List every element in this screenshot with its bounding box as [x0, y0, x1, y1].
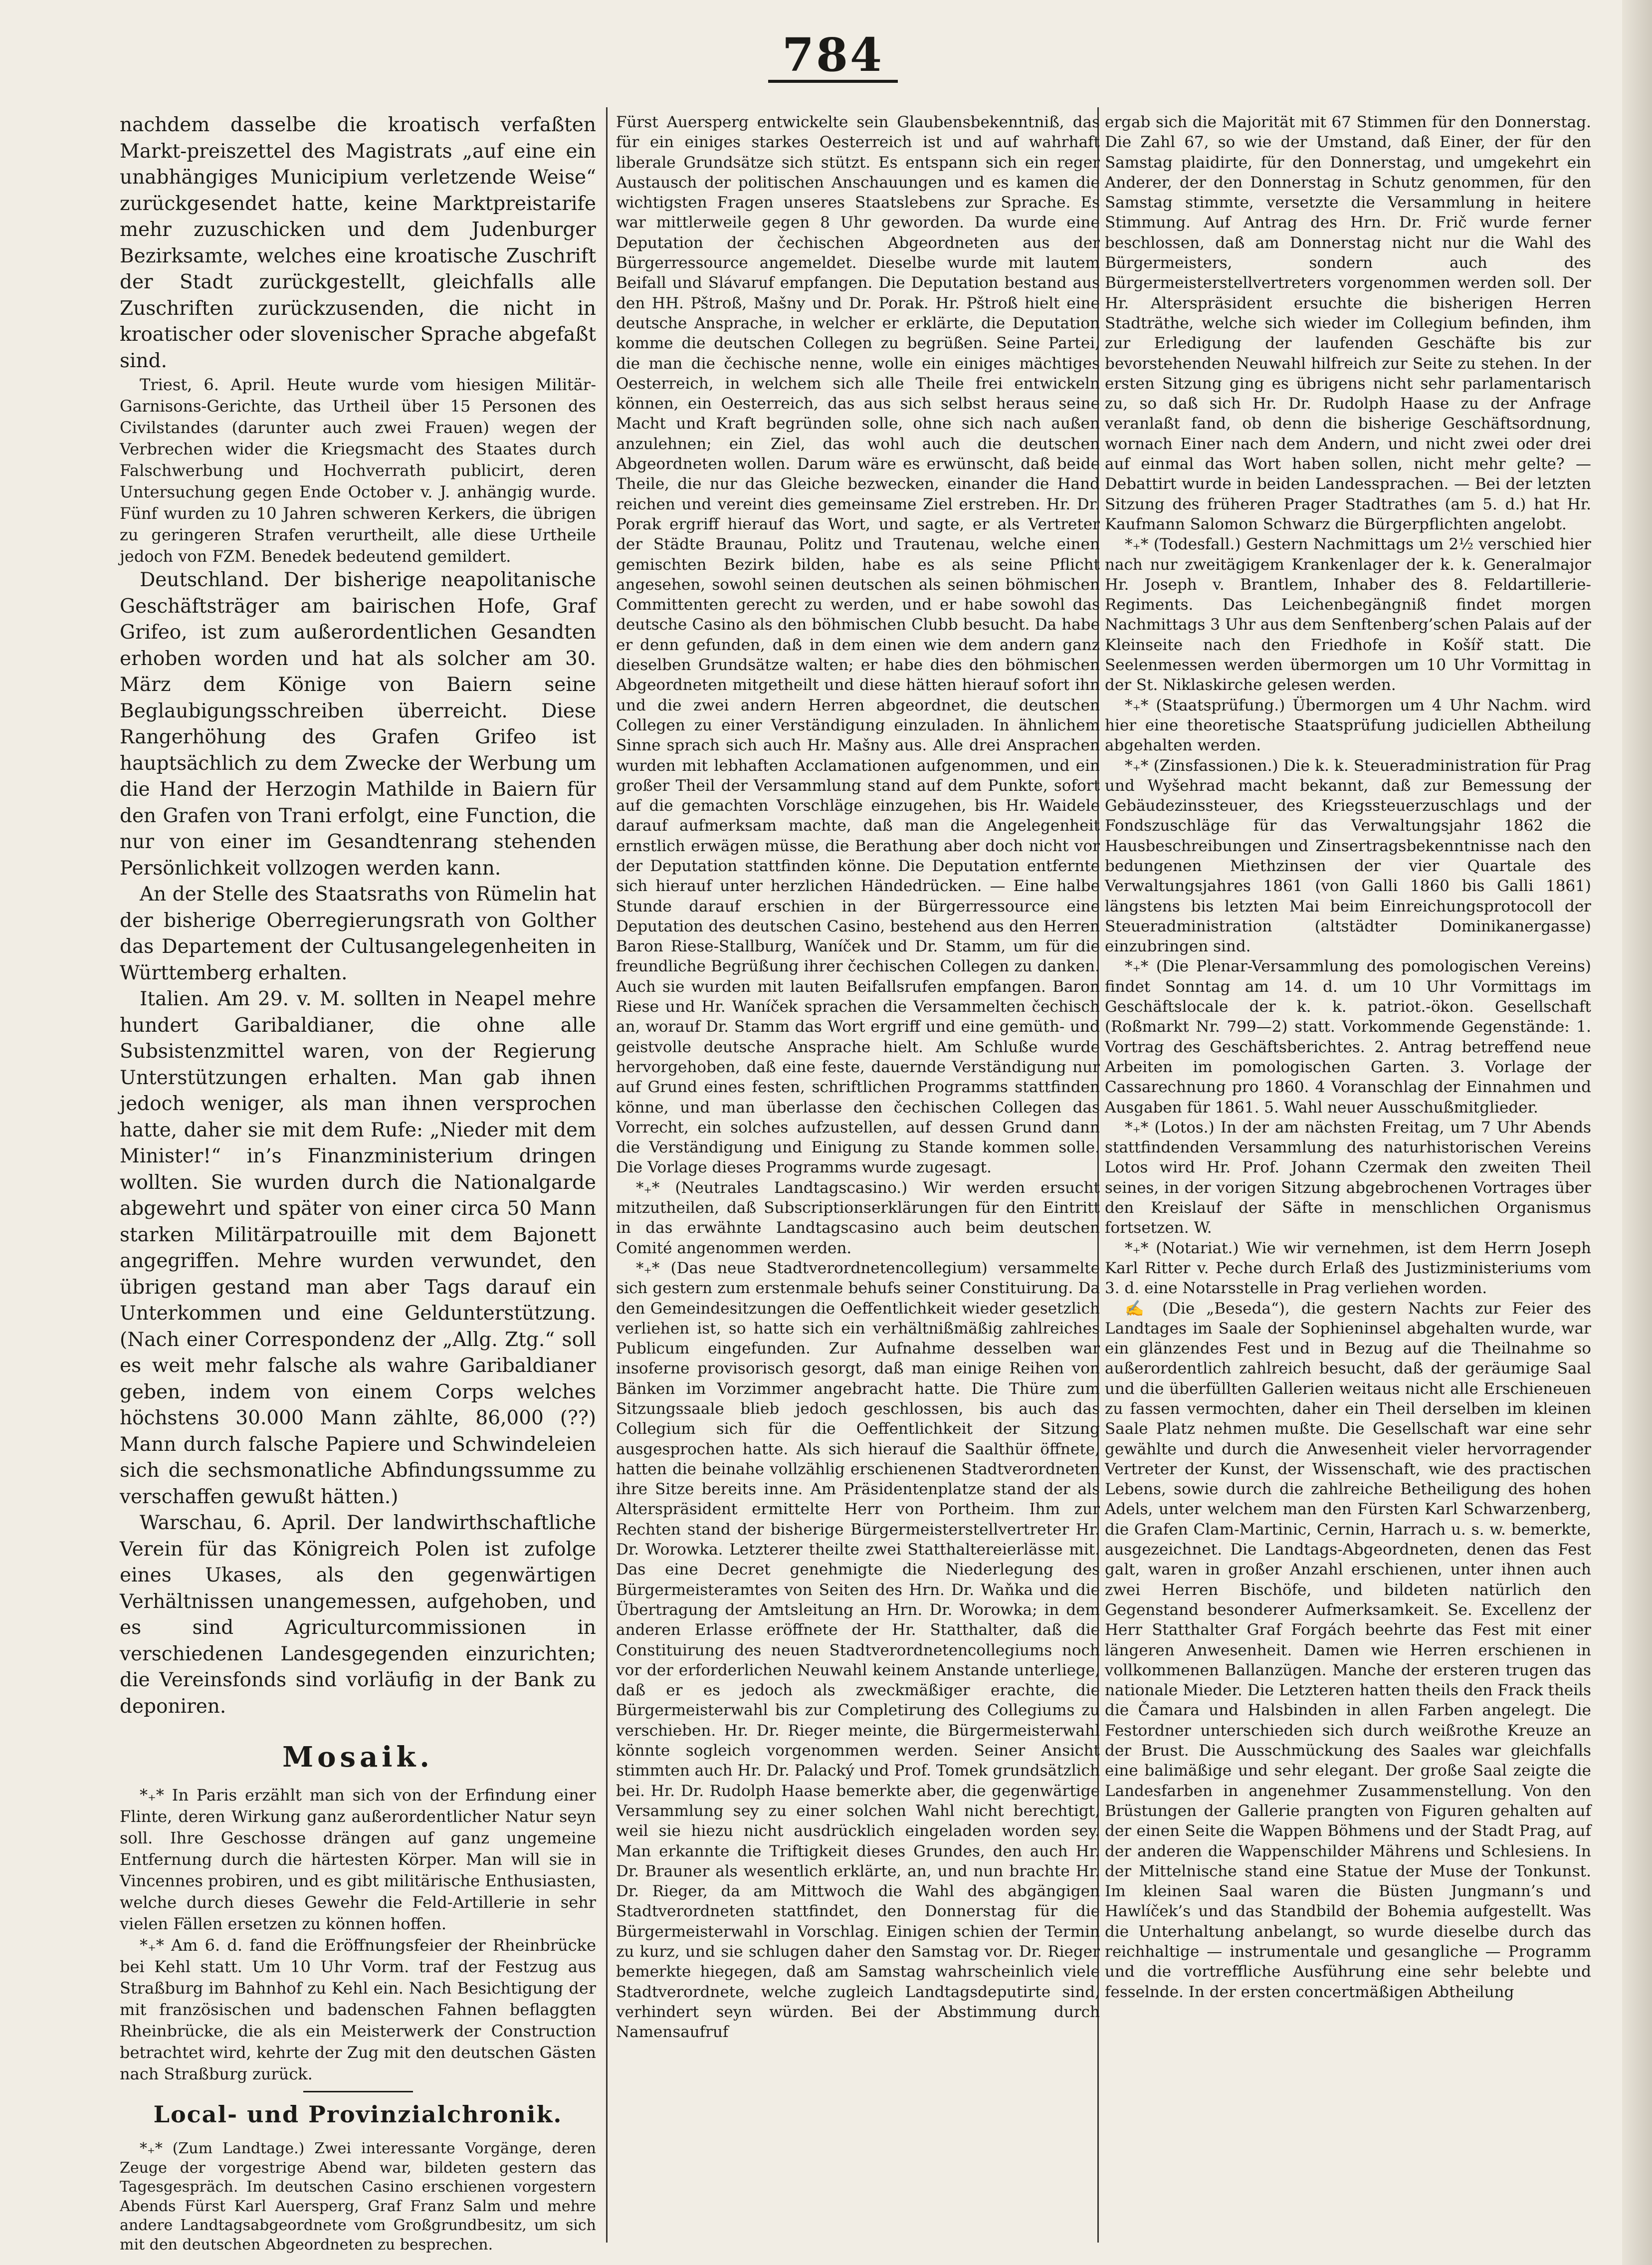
local-item-landtage: *₊* (Zum Landtage.) Zwei interessante Vorgänge, deren Zeuge der vorgestrige Abend war, bildeten gestern das Tagesgespräch. Im deutschen Casino erschienen vorgestern Abends Fürst Karl Auersperg, Graf Franz Salm und mehre andere Landtagsabgeordnete vom Großgrundbesitz, um sich mit den deutschen Abgeordneten zu besprechen.: [120, 2140, 596, 2254]
page-edge-shadow: [1622, 0, 1652, 2265]
column-1: [120, 112, 596, 2255]
mosaik-item-paris: *₊* In Paris erzählt man sich von der Erfindung einer Flinte, deren Wirkung ganz außerordentlicher Natur seyn soll. Ihre Geschosse drängen auf ganz ungemeine Entfernung durch die härtesten Körper. Man will sie in Vincennes probiren, und es gibt militärische Enthusiasten, welche durch dieses Gewehr die Feld-Artillerie in sehr vielen Fällen ersetzen zu können hoffen.: [120, 1786, 596, 1933]
section-heading-mosaik: Mosaik.: [282, 1741, 433, 1774]
article-zinsfassionen: *₊* (Zinsfassionen.) Die k. k. Steueradministration für Prag und Wyšehrad macht bekannt, daß zur Bemessung der Gebäudezinssteuer, des Kriegssteuerzuschlags und der Fondszuschläge für das Verwaltungsjahr 1862 die Hausbeschreibungen und Zinsertragsbekenntnisse nach den bedungenen Miethzinsen der vier Quartale des Verwaltungsjahres 1861 (von Galli 1860 bis Galli 1861) längstens bis letzten Mai beim Einreichungsprotocoll der Steueradministration (altstädter Dominikanergasse) einzubringen sind.: [1105, 756, 1591, 956]
article-beseda: ✍ (Die „Beseda“), die gestern Nachts zur Feier des Landtages im Saale der Sophieninsel abgehalten wurde, war ein glänzendes Fest und in Bezug auf die Theilnahme so außerordentlich zahlreich besucht, daß der geräumige Saal und die überfüllten Gallerien weitaus nicht alle Erschieneuen zu fassen vermochten, daher ein Theil derselben im kleinen Saale Platz nehmen mußte. Die Gesellschaft war eine sehr gewählte und durch die Anwesenheit vieler hervorragender Vertreter der Kunst, der Wissenschaft, wie des practischen Lebens, sowie durch die zahlreiche Betheiligung des hohen Adels, unter welchem man den Fürsten Karl Schwarzenberg, die Grafen Clam-Martinic, Cernin, Harrach u. s. w. bemerkte, ausgezeichnet. Die Landtags-Abgeordneten, denen das Fest galt, waren in großer Anzahl erschienen, unter ihnen auch zwei Herren Bischöfe, und bildeten natürlich den Gegenstand besonderer Aufmerksamkeit. Se. Excellenz der Herr Statthalter Graf Forgách beehrte das Fest mit einer längeren Anwesenheit. Damen wie Herren erschienen in vollkommenen Ballanzügen. Manche der ersteren trugen das nationale Mieder. Die Letzteren hatten theils den Frack theils die Čamara und Halsbinden in allen Farben angelegt. Die Festordner unterschieden sich durch weißrothe Kreuze an der Brust. Die Ausschmückung des Saales war gleichfalls eine balimäßige und sehr elegant. Der große Saal zeigte die Landesfarben in angenehmer Zusammenstellung. Von den Brüstungen der Gallerie prangten von Figuren gehalten auf der einen Seite die Wappen Böhmens und der Stadt Prag, auf der anderen die Wappenschilder Mährens und Schlesiens. In der Mittelnische stand eine Statue der Muse der Tonkunst. Im kleinen Saal waren die Büsten Jungmann’s und Hawlíček’s und das Standbild der Bohemia aufgestellt. Was die Unterhaltung anbelangt, so wurde dieselbe durch das reichhaltige — instrumentale und gesangliche — Programm und die vortreffliche Ausführung eine sehr belebte und fesselnde. In der ersten concertmäßigen Abtheilung: [1105, 1299, 1591, 2001]
article-landtagscasino: *₊* (Neutrales Landtagscasino.) Wir werden ersucht mitzutheilen, daß Subscriptionserklärungen für den Eintritt in das erwähnte Landtagscasino auch beim deutschen Comité angenommen werden.: [616, 1178, 1100, 1257]
article-staatspruefung: *₊* (Staatsprüfung.) Übermorgen um 4 Uhr Nachm. wird hier eine theoretische Staatsprüfung judiciellen Abtheilung abgehalten werden.: [1105, 696, 1591, 755]
article-kroatisch: nachdem dasselbe die kroatisch verfaßten Markt-preiszettel des Magistrats „auf eine ein unabhängiges Municipium verletzende Weise“ zurückgesendet hatte, keine Marktpreistarife mehr zuzuschicken und dem Judenburger Bezirksamte, welches eine kroatische Zuschrift der Stadt zurückgestellt, gleichfalls alle Zuschriften zurückzusenden, die nicht in kroatischer oder slovenischer Sprache abgefaßt sind.: [120, 114, 596, 372]
article-pomologischer-verein: *₊* (Die Plenar-Versammlung des pomologischen Vereins) findet Sonntag am 14. d. um 10 Uhr Vormittags im Geschäftslocale der k. k. patriot.-ökon. Gesellschaft (Roßmarkt Nr. 799—2) statt. Vorkommende Gegenstände: 1. Vortrag des Geschäftsberichtes. 2. Antrag betreffend neue Arbeiten im pomologischen Garten. 3. Vorlage der Cassarechnung pro 1860. 4 Voranschlag der Einnahmen und Ausgaben für 1861. 5. Wahl neuer Ausschußmitglieder.: [1105, 957, 1591, 1117]
article-notariat: *₊* (Notariat.) Wie wir vernehmen, ist dem Herrn Joseph Karl Ritter v. Peche durch Erlaß des Justizministeriums vom 3. d. eine Notarsstelle in Prag verliehen worden.: [1105, 1239, 1591, 1298]
article-stadtverordneten: *₊* (Das neue Stadtverordnetencollegium) versammelte sich gestern zum erstenmale behufs seiner Constituirung. Da den Gemeindesitzungen die Oeffentlichkeit wieder gesetzlich verliehen ist, so hatte sich ein verhältnißmäßig zahlreiches Publicum eingefunden. Zur Aufnahme desselben war insoferne provisorisch gesorgt, daß man einige Reihen von Bänken im Vorzimmer angebracht hatte. Die Thüre zum Sitzungssaale blieb jedoch geschlossen, bis auch das Collegium sich für die Oeffentlichkeit der Sitzung ausgesprochen hatte. Als sich hierauf die Saalthür öffnete, hatten die beinahe vollzählig erschienenen Stadtverordneten ihre Sitze bereits inne. Am Präsidentenplatze stand der als Alterspräsident ermittelte Herr von Portheim. Ihm zur Rechten stand der bisherige Bürgermeisterstellvertreter Hr. Dr. Worowka. Letzterer theilte zwei Statthaltereierlässe mit. Das eine Decret genehmigte die Niederlegung des Bürgermeisteramtes von Seiten des Hrn. Dr. Waňka und die Übertragung der Amtsleitung an Hrn. Dr. Worowka; in dem anderen Erlasse eröffnete der Hr. Statthalter, daß die Constituirung des neuen Stadtverordnetencollegiums noch vor der erforderlichen Neuwahl keinem Anstande unterliege, daß er es jedoch als zweckmäßiger erachte, die Bürgermeisterwahl bis zur Completirung des Collegiums zu verschieben. Hr. Dr. Rieger meinte, die Bürgermeisterwahl könnte sogleich vorgenommen werden. Seiner Ansicht stimmten auch Hr. Dr. Palacký und Prof. Tomek grundsätzlich bei. Hr. Dr. Rudolph Haase bemerkte aber, die gegenwärtige Versammlung sey zu einer solchen Wahl nicht berechtigt, weil sie hiezu nicht ausdrücklich eingeladen worden sey. Man erkannte die Triftigkeit dieses Grundes, den auch Hr. Dr. Brauner als wesentlich erklärte, an, und nun brachte Hr. Dr. Rieger, da am Mittwoch die Wahl des abgängigen Stadtverordneten stattfindet, den Donnerstag für die Bürgermeisterwahl in Vorschlag. Einigen schien der Termin zu kurz, und sie schlugen daher den Samstag vor. Dr. Rieger bemerkte hiegegen, daß am Samstag wahrscheinlich viele Stadtverordnete, welche zugleich Landtagsdeputirte sind, verhindert seyn würden. Bei der Abstimmung durch Namensaufruf: [616, 1259, 1100, 2041]
article-lotos: *₊* (Lotos.) In der am nächsten Freitag, um 7 Uhr Abends stattfindenden Versammlung des naturhistorischen Vereins Lotos wird Hr. Prof. Johann Czermak den zweiten Theil seines, in der vorigen Sitzung abgebrochenen Vortrages über den Kreislauf der Säfte in menschlichen Organismus fortsetzen. W.: [1105, 1118, 1591, 1237]
section-heading-local: Local- und Provinzialchronik.: [153, 2101, 563, 2128]
mosaik-item-rheinbruecke: *₊* Am 6. d. fand die Eröffnungsfeier der Rheinbrücke bei Kehl statt. Um 10 Uhr Vorm. traf der Festzug aus Straßburg im Bahnhof zu Kehl ein. Nach Besichtigung der mit französischen und badenschen Fahnen beflaggten Rheinbrücke, die als ein Meisterwerk der Construction betrachtet wird, kehrte der Zug mit den deutschen Gästen nach Straßburg zurück.: [120, 1936, 596, 2083]
column-2: [616, 112, 1100, 2042]
article-triest: Triest, 6. April. Heute wurde vom hiesigen Militär-Garnisons-Gerichte, das Urtheil über 15 Personen des Civilstandes (darunter auch zwei Frauen) wegen der Verbrechen wider die Kriegsmacht des Staates durch Falschwerbung und Hochverrath publicirt, deren Untersuchung gegen Ende October v. J. anhängig wurde. Fünf wurden zu 10 Jahren schweren Kerkers, die übrigen zu geringeren Strafen verurtheilt, alle diese Urtheile jedoch von FZM. Benedek bedeutend gemildert.: [120, 375, 596, 566]
article-todesfall: *₊* (Todesfall.) Gestern Nachmittags um 2½ verschied hier nach nur zweitägigem Krankenlager der k. k. Generalmajor Hr. Joseph v. Brantlem, Inhaber des 8. Feldartillerie-Regiments. Das Leichenbegängniß findet morgen Nachmittags 3 Uhr aus dem Senftenberg’schen Palais auf der Kleinseite nach den Friedhofe in Košíř statt. Die Seelenmessen werden übermorgen um 10 Uhr Vormittag in der St. Niklaskirche gelesen werden.: [1105, 535, 1591, 694]
column-rule-left: [606, 107, 608, 2243]
article-warschau: Warschau, 6. April. Der landwirthschaftliche Verein für das Königreich Polen ist zufolge eines Ukases, als den gegenwärtigen Verhältnissen unangemessen, aufgehoben, und es sind Agriculturcommissionen in verschiedenen Landesgegenden einzurichten; die Vereinsfonds sind vorläufig in der Bank zu deponiren.: [120, 1512, 596, 1718]
article-italien: Italien. Am 29. v. M. sollten in Neapel mehre hundert Garibaldianer, die ohne alle Subsistenzmittel waren, von der Regierung Unterstützungen erhalten. Man gab ihnen jedoch weniger, als man ihnen versprochen hatte, daher sie mit dem Rufe: „Nieder mit dem Minister!“ in’s Finanzministerium dringen wollten. Sie wurden durch die Nationalgarde abgewehrt und später von einer circa 50 Mann starken Militärpatrouille mit dem Bajonett angegriffen. Mehre wurden verwundet, den übrigen gestand man aber Tags darauf ein Unterkommen und eine Geldunterstützung. (Nach einer Correspondenz der „Allg. Ztg.“ soll es weit mehr falsche als wahre Garibaldianer geben, indem von einem Corps welches höchstens 30.000 Mann zählte, 86,000 (??) Mann durch falsche Papiere und Schwindeleien sich die sechsmonatliche Abfindungssumme zu verschaffen gewußt hätten.): [120, 988, 596, 1508]
page-number: 784: [768, 30, 898, 83]
column-3: [1105, 112, 1591, 2002]
article-wuerttemberg: An der Stelle des Staatsraths von Rümelin hat der bisherige Oberregierungsrath von Golther das Departement der Cultusangelegenheiten in Württemberg erhalten.: [120, 883, 596, 984]
article-auersperg: Fürst Auersperg entwickelte sein Glaubensbekenntniß, das für ein einiges starkes Oesterreich ist und auf wahrhaft liberale Grundsätze sich stützt. Es entspann sich ein reger Austausch der politischen Anschauungen und es kamen die wichtigsten Fragen unseres Staatslebens zur Sprache. Es war mittlerweile gegen 8 Uhr geworden. Da wurde eine Deputation der čechischen Abgeordneten aus der Bürgerressource angemeldet. Dieselbe wurde mit lautem Beifall und Slávaruf empfangen. Die Deputation bestand aus den HH. Pštroß, Mašny und Dr. Porak. Hr. Pštroß hielt eine deutsche Ansprache, in welcher er erklärte, die Deputation komme die deutschen Collegen zu begrüßen. Seine Partei, die man die čechische nenne, wolle ein einiges mächtiges Oesterreich, in welchem sich alle Theile frei entwickeln können, ein Oesterreich, das aus sich selbst heraus seine Macht und Kraft begründen solle, ohne sich nach außen anzulehnen; ein Ziel, das wohl auch die deutschen Abgeordneten wollen. Darum wäre es erwünscht, daß beide Theile, die nur das Gleiche bezwecken, einander die Hand reichen und vereint dies gemeinsame Ziel erstreben. Hr. Dr. Porak ergriff hierauf das Wort, und sagte, er als Vertreter der Städte Braunau, Politz und Trautenau, welche einen gemischten Bezirk bilden, habe es als seine Pflicht angesehen, sowohl seinen deutschen als seinen böhmischen Committenten gerecht zu werden, und er habe sowohl das deutsche Casino als den böhmischen Clubb besucht. Da habe er denn gefunden, daß in dem einen wie dem andern ganz dieselben Grundsätze walten; er habe dies den böhmischen Abgeordneten mitgetheilt und diese hätten hierauf sofort ihn und die zwei andern Herren abgeordnet, die deutschen Collegen zu einer Verständigung einzuladen. In ähnlichem Sinne sprach sich auch Hr. Mašny aus. Alle drei Ansprachen wurden mit lebhaften Acclamationen aufgenommen, und ein großer Theil der Versammlung stand auf dem Punkte, sofort auf die gemachten Vorschläge einzugehen, bis Hr. Waidele darauf aufmerksam machte, daß man die Angelegenheit ernstlich erwägen müsse, die Berathung aber doch nicht vor der Deputation stattfinden könne. Die Deputation entfernte sich hierauf unter herzlichen Händedrücken. — Eine halbe Stunde darauf erschien in der Bürgerressource eine Deputation des deutschen Casino, bestehend aus den Herren Baron Riese-Stallburg, Waníček und Dr. Stamm, um für die freundliche Begrüßung ihrer čechischen Collegen zu danken. Auch sie wurden mit lauten Beifallsrufen empfangen. Baron Riese und Hr. Waníček sprachen die Versammelten čechisch an, worauf Dr. Stamm das Wort ergriff und eine gemüth- und geistvolle deutsche Ansprache hielt. Am Schluße wurde hervorgehoben, daß eine feste, dauernde Verständigung nur auf Grund eines festen, schriftlichen Programms stattfinden könne, und man überlasse den čechischen Collegen das Vorrecht, ein solches aufzustellen, auf dessen Grund dann die Verständigung und Einigung zu Stande kommen solle. Die Vorlage dieses Programms wurde zugesagt.: [616, 113, 1100, 1177]
article-deutschland: Deutschland. Der bisherige neapolitanische Geschäftsträger am bairischen Hofe, Graf Grifeo, ist zum außerordentlichen Gesandten erhoben worden und hat als solcher am 30. März dem Könige von Baiern seine Beglaubigungsschreiben überreicht. Diese Rangerhöhung des Grafen Grifeo ist hauptsächlich zu dem Zwecke der Werbung um die Hand der Herzogin Mathilde in Baiern für den Grafen von Trani erfolgt, eine Function, die nur von einer im Gesandtenrang stehenden Persönlichkeit vollzogen werden kann.: [120, 569, 596, 880]
article-majoritaet: ergab sich die Majorität mit 67 Stimmen für den Donnerstag. Die Zahl 67, so wie der Umstand, daß Einer, der für den Samstag plaidirte, für den Donnerstag, und umgekehrt ein Anderer, der den Donnerstag in Schutz genommen, für den Samstag stimmte, versetzte die Versammlung in heitere Stimmung. Auf Antrag des Hrn. Dr. Frič wurde ferner beschlossen, daß am Donnerstag nicht nur die Wahl des Bürgermeisters, sondern auch des Bürgermeisterstellvertreters vorgenommen werden soll. Der Hr. Alterspräsident ersuchte die bisherigen Herren Stadträthe, welche sich wieder im Collegium befinden, ihm zur Erledigung der laufenden Geschäfte bis zur bevorstehenden Neuwahl hilfreich zur Seite zu stehen. In der ersten Sitzung ging es übrigens nicht sehr parlamentarisch zu, so daß sich Hr. Dr. Rudolph Haase zu der Anfrage veranlaßt fand, ob denn die bisherige Geschäftsordnung, wornach Einer nach dem Andern, und nicht zwei oder drei auf einmal das Wort haben sollen, nicht mehr gelte? — Debattirt wurde in beiden Landessprachen. — Bei der letzten Sitzung des früheren Prager Stadtrathes (am 5. d.) hat Hr. Kaufmann Salomon Schwarz die Bürgerpflichten angelobt.: [1105, 113, 1591, 533]
section-divider: [303, 2091, 413, 2092]
